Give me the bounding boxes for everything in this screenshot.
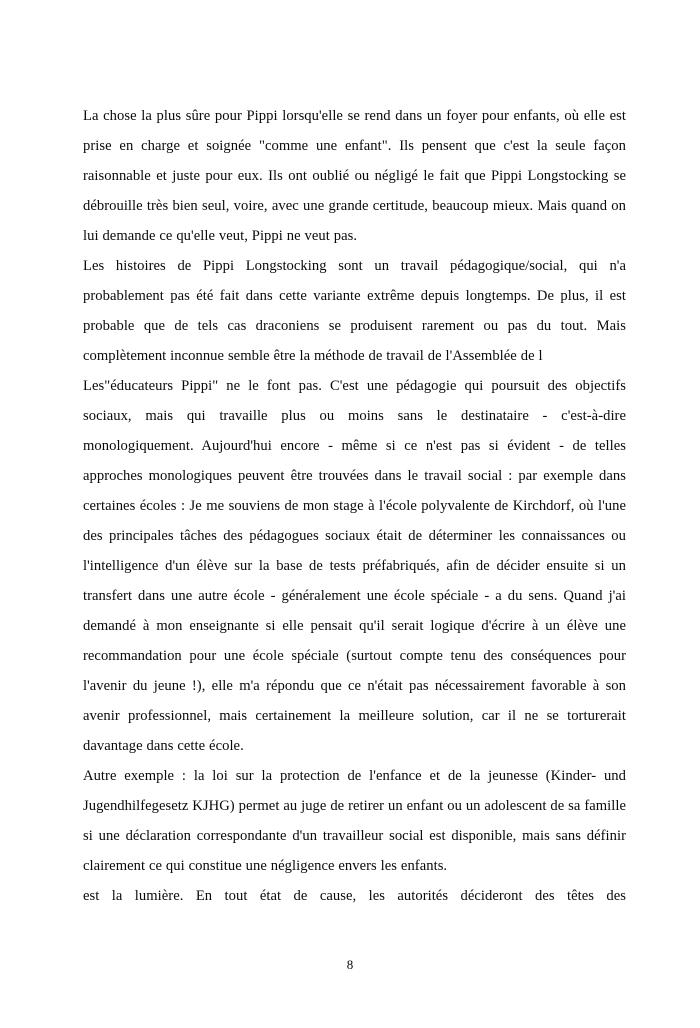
paragraph: Les"éducateurs Pippi" ne le font pas. C'est une pédagogie qui poursuit des objectifs sociaux, mais qui travaille plus ou moins sans le destinataire - c'est-à-dire monologiquement. Aujourd'hui encore - même si ce n'est pas si évident - de telles approches monologiques peuvent être trouvées dans le travail social : par exemple dans certaines écoles : Je me souviens de mon stage à l'école polyvalente de Kirchdorf, où l'une des principales tâches des pédagogues sociaux était de déterminer les connaissances ou l'intelligence d'un élève sur la base de tests préfabriqués, afin de décider ensuite si un transfert dans une autre école - généralement une école spéciale - a du sens. Quand j'ai demandé à mon enseignante si elle pensait qu'il serait logique d'écrire à un élève une recommandation pour une école spéciale (surtout compte tenu des conséquences pour l'avenir du jeune !), elle m'a répondu que ce n'était pas nécessairement favorable à son avenir professionnel, mais certainement la meilleure solution, car il ne se torturerait davantage dans cette école. (83, 378, 626, 754)
document-body (83, 101, 626, 911)
paragraph: La chose la plus sûre pour Pippi lorsqu'elle se rend dans un foyer pour enfants, où elle est prise en charge et soignée "comme une enfant". Ils pensent que c'est la seule façon raisonnable et juste pour eux. Ils ont oublié ou négligé le fait que Pippi Longstocking se débrouille très bien seul, voire, avec une grande certitude, beaucoup mieux. Mais quand on lui demande ce qu'elle veut, Pippi ne veut pas. (83, 108, 626, 244)
page-number: 8 (346, 957, 354, 972)
paragraph: Les histoires de Pippi Longstocking sont un travail pédagogique/social, qui n'a probablement pas été fait dans cette variante extrême depuis longtemps. De plus, il est probable que de tels cas draconiens se produisent rarement ou pas du tout. Mais complètement inconnue semble être la méthode de travail de l'Assemblée de l (83, 258, 626, 364)
paragraph: est la lumière. En tout état de cause, les autorités décideront des têtes des (83, 888, 626, 904)
paragraph: Autre exemple : la loi sur la protection de l'enfance et de la jeunesse (Kinder- und Jugendhilfegesetz KJHG) permet au juge de retirer un enfant ou un adolescent de sa famille si une déclaration correspondante d'un travailleur social est disponible, mais sans définir clairement ce qui constitue une négligence envers les enfants. (83, 768, 627, 874)
